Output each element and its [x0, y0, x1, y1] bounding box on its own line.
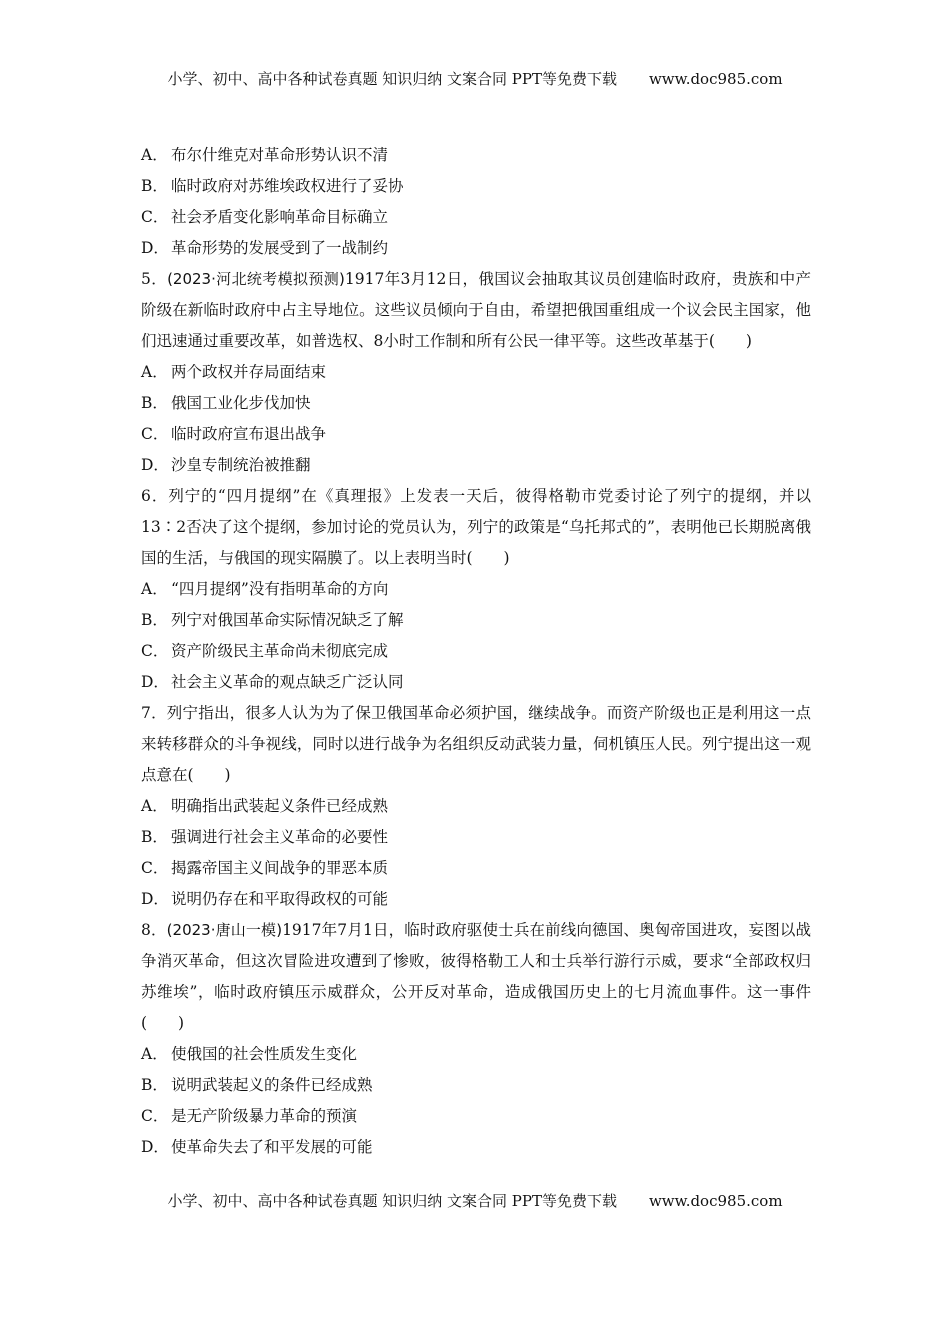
option-4d: D． 革命形势的发展受到了一战制约 — [141, 239, 389, 257]
question-6-stem: 6．列宁的“四月提纲”在《真理报》上发表一天后，彼得格勒市党委讨论了列宁的提纲，并以13∶2否决了这个提纲，参加讨论的党员认为，列宁的政策是“乌托邦式的”，表明他已长期脱离俄国的生活，与俄国的现实隔膜了。以上表明当时( ) — [141, 487, 811, 567]
page-footer — [0, 1190, 950, 1211]
option-8c: C． 是无产阶级暴力革命的预演 — [141, 1107, 358, 1125]
question-content — [141, 140, 811, 1163]
option-4a: A． 布尔什维克对革命形势认识不清 — [141, 146, 389, 164]
header-text: 小学、初中、高中各种试卷真题 知识归纳 文案合同 PPT等免费下载 — [167, 70, 617, 88]
option-8d: D． 使革命失去了和平发展的可能 — [141, 1138, 373, 1156]
option-6d: D． 社会主义革命的观点缺乏广泛认同 — [141, 673, 404, 691]
option-6b: B． 列宁对俄国革命实际情况缺乏了解 — [141, 611, 404, 629]
option-5c: C． 临时政府宣布退出战争 — [141, 425, 327, 443]
option-5a: A． 两个政权并存局面结束 — [141, 363, 327, 381]
question-6 — [141, 481, 811, 698]
option-7a: A． 明确指出武装起义条件已经成熟 — [141, 797, 389, 815]
option-6a: A． “四月提纲”没有指明革命的方向 — [141, 580, 389, 598]
option-8a: A． 使俄国的社会性质发生变化 — [141, 1045, 358, 1063]
question-5-stem: 5．(2023·河北统考模拟预测)1917年3月12日，俄国议会抽取其议员创建临时政府，贵族和中产阶级在新临时政府中占主导地位。这些议员倾向于自由，希望把俄国重组成一个议会民主国家，他们迅速通过重要改革，如普选权、8小时工作制和所有公民一律平等。这些改革基于( ) — [141, 270, 811, 350]
option-7b: B． 强调进行社会主义革命的必要性 — [141, 828, 389, 846]
question-8 — [141, 915, 811, 1163]
option-5d: D． 沙皇专制统治被推翻 — [141, 456, 311, 474]
option-4c: C． 社会矛盾变化影响革命目标确立 — [141, 208, 389, 226]
option-5b: B． 俄国工业化步伐加快 — [141, 394, 311, 412]
footer-text: 小学、初中、高中各种试卷真题 知识归纳 文案合同 PPT等免费下载 — [167, 1192, 617, 1210]
question-8-stem: 8．(2023·唐山一模)1917年7月1日，临时政府驱使士兵在前线向德国、奥匈帝国进攻，妄图以战争消灭革命，但这次冒险进攻遭到了惨败，彼得格勒工人和士兵举行游行示威，要求“全部政权归苏维埃”，临时政府镇压示威群众，公开反对革命，造成俄国历史上的七月流血事件。这一事件( ) — [141, 921, 811, 1032]
option-8b: B． 说明武装起义的条件已经成熟 — [141, 1076, 373, 1094]
question-5 — [141, 264, 811, 481]
option-7c: C． 揭露帝国主义间战争的罪恶本质 — [141, 859, 389, 877]
option-4b: B． 临时政府对苏维埃政权进行了妥协 — [141, 177, 404, 195]
question-7 — [141, 698, 811, 915]
footer-site-link[interactable]: www.doc985.com — [648, 1192, 783, 1210]
question-7-stem: 7．列宁指出，很多人认为为了保卫俄国革命必须护国，继续战争。而资产阶级也正是利用这一点来转移群众的斗争视线，同时以进行战争为名组织反动武装力量，伺机镇压人民。列宁提出这一观点意在( ) — [141, 704, 811, 784]
header-site-link[interactable]: www.doc985.com — [648, 70, 783, 88]
option-7d: D． 说明仍存在和平取得政权的可能 — [141, 890, 389, 908]
question-4-options — [141, 140, 811, 264]
option-6c: C． 资产阶级民主革命尚未彻底完成 — [141, 642, 389, 660]
page-header — [0, 68, 950, 89]
